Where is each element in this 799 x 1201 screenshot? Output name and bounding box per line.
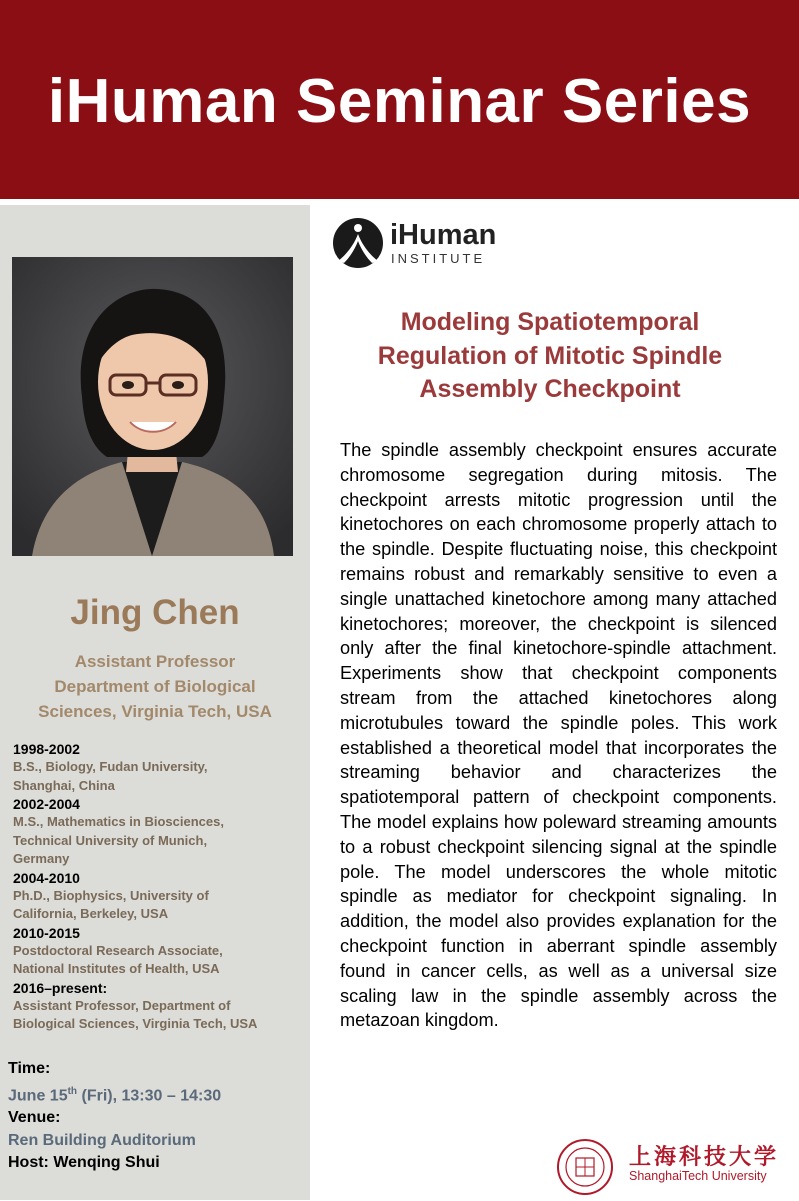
education-desc: Technical University of Munich,: [13, 832, 208, 848]
education-desc: B.S., Biology, Fudan University,: [13, 759, 208, 774]
logo-wordmark: iHuman: [390, 219, 497, 251]
education-desc: Shanghai, China: [13, 777, 115, 793]
time-day: June 15: [8, 1086, 68, 1104]
education-years: 1998-2002: [13, 741, 80, 757]
talk-title-line: Assembly Checkpoint: [419, 375, 681, 403]
speaker-portrait-icon: [12, 257, 293, 556]
education-desc: Assistant Professor, Department of: [13, 997, 231, 1013]
education-years: 2004-2010: [13, 869, 80, 886]
speaker-photo: [12, 257, 293, 556]
logo-subtitle: INSTITUTE: [391, 251, 486, 266]
education-desc: Germany: [13, 851, 70, 866]
speaker-name: Jing Chen: [70, 593, 240, 632]
university-name-cn: 上海科技大学: [629, 1145, 780, 1170]
talk-title-line: Modeling Spatiotemporal: [400, 308, 700, 336]
affiliation-line: Assistant Professor: [74, 652, 236, 671]
time-value: [8, 1081, 308, 1108]
education-years: 2016–present:: [13, 979, 108, 996]
time-label: Time:: [8, 1060, 51, 1077]
speaker-affiliation: [0, 649, 310, 724]
talk-title: [330, 306, 770, 407]
education-desc: Ph.D., Biophysics, University of: [13, 887, 209, 903]
education-desc: M.S., Mathematics in Biosciences,: [13, 814, 224, 829]
university-name-en: ShanghaiTech University: [629, 1169, 767, 1183]
affiliation-line: Department of Biological: [54, 677, 256, 696]
university-seal-icon: [556, 1138, 614, 1196]
education-entry: [13, 979, 308, 1034]
venue-label: Venue:: [8, 1109, 61, 1127]
education-desc: California, Berkeley, USA: [13, 906, 169, 921]
education-years: 2010-2015: [13, 924, 80, 941]
education-entry: [13, 924, 308, 979]
time-rest: (Fri), 13:30 – 14:30: [77, 1086, 222, 1104]
header-banner: [0, 0, 799, 199]
education-entry: [13, 740, 308, 795]
speaker-panel: [0, 205, 310, 1200]
education-desc: Postdoctoral Research Associate,: [13, 942, 223, 958]
event-details: [8, 1058, 308, 1175]
ihuman-logo: [332, 217, 532, 269]
education-desc: Biological Sciences, Virginia Tech, USA: [13, 1016, 258, 1031]
affiliation-line: Sciences, Virginia Tech, USA: [38, 702, 272, 721]
education-entry: [13, 869, 308, 924]
time-ordinal: th: [67, 1085, 78, 1097]
shanghaitech-seal: [556, 1138, 614, 1196]
talk-title-line: Regulation of Mitotic Spindle: [377, 341, 723, 370]
seminar-series-title: iHuman Seminar Series: [47, 67, 752, 136]
host-line: Host: Wenqing Shui: [8, 1154, 160, 1172]
ihuman-emblem-icon: [332, 217, 384, 269]
venue-value: Ren Building Auditorium: [8, 1131, 196, 1149]
education-entry: [13, 795, 308, 869]
education-desc: National Institutes of Health, USA: [13, 961, 220, 976]
education-list: [13, 740, 308, 1034]
education-years: 2002-2004: [13, 796, 80, 812]
talk-abstract: The spindle assembly checkpoint ensures accurate chromosome segregation during mitosis. The checkpoint arrests mitotic progression until the kinetochores on each chromosome properly attach to the spindle. Despite fluctuating noise, this checkpoint remains robust and remarkably sensitive to even a single unattached kinetochore among many attached kinetochores; moreover, the checkpoint is silenced only after the final kinetochore-spindle attachment. Experiments show that checkpoint components stream from the attached kinetochores along microtubules toward the spindle poles. This work established a theoretical model that incorporates the streaming behavior and characterizes the spatiotemporal pattern of checkpoint components. The model explains how poleward streaming amounts to a robust checkpoint silencing signal at the spindle pole. The model underscores the whole mitotic spindle as mediator for checkpoint signaling. In addition, the model also provides explanation for the checkpoint function in aberrant spindle assembly found in cancer cells, as well as a universal size scaling law in the spindle assembly across the metazoan kingdom.: [340, 440, 777, 1031]
